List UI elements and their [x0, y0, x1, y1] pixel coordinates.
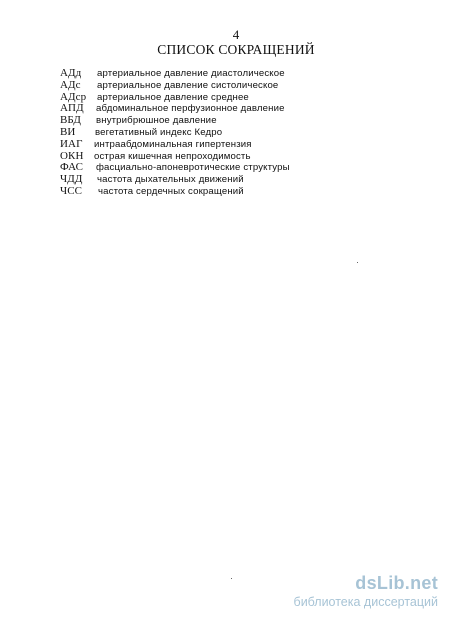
abbreviation-definition: частота сердечных сокращений: [98, 185, 244, 197]
abbreviation-row: [60, 139, 420, 151]
abbreviation-term: ЧДД: [60, 173, 83, 186]
page-title: СПИСОК СОКРАЩЕНИЙ: [157, 42, 315, 57]
abbreviation-definition: фасциально-апоневротические структуры: [96, 162, 290, 174]
abbreviation-definition: частота дыхательных движений: [97, 174, 244, 186]
abbreviation-term: ОКН: [60, 149, 84, 162]
abbreviation-row: [60, 186, 420, 198]
abbreviation-row: [60, 127, 420, 139]
abbreviation-term: ВИ: [60, 125, 76, 138]
scan-speck: [231, 578, 232, 579]
abbreviation-term: ЧСС: [60, 184, 83, 197]
abbreviation-term: ВБД: [60, 114, 82, 127]
abbreviation-definition: острая кишечная непроходимость: [94, 150, 251, 162]
abbreviation-row: [60, 80, 420, 92]
abbreviation-row: [60, 92, 420, 104]
abbreviation-term: АДс: [60, 78, 81, 91]
watermark-logo: dsLib.net: [355, 573, 438, 593]
abbreviation-row: [60, 103, 420, 115]
abbreviation-term: ФАС: [60, 161, 84, 174]
abbreviation-row: [60, 115, 420, 127]
page-number: 4: [232, 27, 240, 42]
abbreviation-row: [60, 162, 420, 174]
watermark-tagline: библиотека диссертаций: [293, 595, 438, 609]
abbreviation-term: АПД: [60, 102, 84, 115]
abbreviation-definition: артериальное давление среднее: [97, 91, 249, 103]
abbreviation-row: [60, 151, 420, 163]
abbreviation-definition: интраабдоминальная гипертензия: [94, 138, 252, 150]
abbreviation-list: [60, 68, 420, 198]
abbreviation-term: АДд: [60, 67, 82, 79]
abbreviation-definition: артериальное давление систолическое: [97, 79, 279, 91]
abbreviation-term: АДср: [60, 90, 87, 103]
abbreviation-definition: вегетативный индекс Кедро: [95, 126, 223, 138]
abbreviation-definition: внутрибрюшное давление: [96, 115, 217, 127]
abbreviation-row: [60, 68, 420, 80]
scan-speck: [357, 262, 358, 263]
abbreviation-row: [60, 174, 420, 186]
watermark: [294, 574, 438, 610]
abbreviation-definition: артериальное давление диастолическое: [97, 68, 285, 79]
abbreviation-term: ИАГ: [60, 137, 83, 150]
abbreviation-definition: абдоминальное перфузионное давление: [96, 103, 285, 115]
